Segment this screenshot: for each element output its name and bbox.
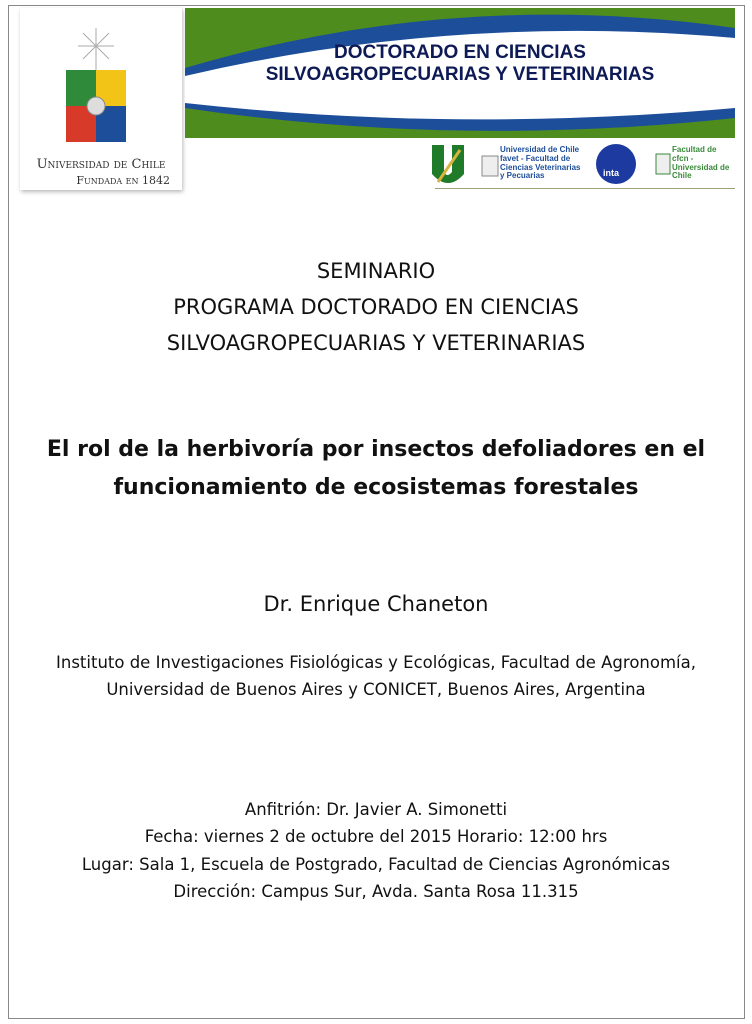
place: Lugar: Sala 1, Escuela de Postgrado, Facultad de Ciencias Agronómicas: [81, 855, 671, 874]
affiliation-line-2: Universidad de Buenos Aires y CONICET, Buenos Aires, Argentina: [106, 680, 646, 699]
address: Dirección: Campus Sur, Avda. Santa Rosa 11.315: [173, 882, 579, 901]
date-time: Fecha: viernes 2 de octubre del 2015 Horario: 12:00 hrs: [144, 827, 608, 846]
university-founded: Fundada en 1842: [76, 174, 170, 187]
university-crest-icon: [20, 8, 182, 153]
affiliation-line-1: Instituto de Investigaciones Fisiológicas y Ecológicas, Facultad de Agronomía,: [56, 653, 696, 672]
universidad-de-chile-logo: [20, 8, 182, 190]
banner-line-2: SILVOAGROPECUARIAS Y VETERINARIAS: [265, 64, 655, 85]
speaker-name: Dr. Enrique Chaneton: [263, 592, 489, 616]
talk-title-line-2: funcionamiento de ecosistemas forestales: [113, 475, 639, 500]
header-divider: [435, 188, 735, 189]
host: Anfitrión: Dr. Javier A. Simonetti: [244, 800, 508, 819]
favet-logo-text: Universidad de Chile favet - Facultad de Ciencias Veterinarias y Pecuarias: [500, 145, 581, 181]
program-line-1: PROGRAMA DOCTORADO EN CIENCIAS: [173, 295, 579, 319]
banner-line-1: DOCTORADO EN CIENCIAS: [334, 42, 586, 63]
cfcn-logo-text: Facultad de cfcn - Universidad de Chile: [672, 145, 730, 181]
program-line-2: SILVOAGROPECUARIAS Y VETERINARIAS: [166, 331, 586, 355]
partner-logos: [430, 142, 735, 188]
university-name: Universidad de Chile: [36, 157, 166, 172]
inta-logo-text: inta: [603, 168, 620, 178]
program-banner: [185, 8, 735, 138]
seminar-heading: SEMINARIO: [316, 259, 436, 283]
talk-title-line-1: El rol de la herbivoría por insectos defoliadores en el: [46, 437, 706, 462]
